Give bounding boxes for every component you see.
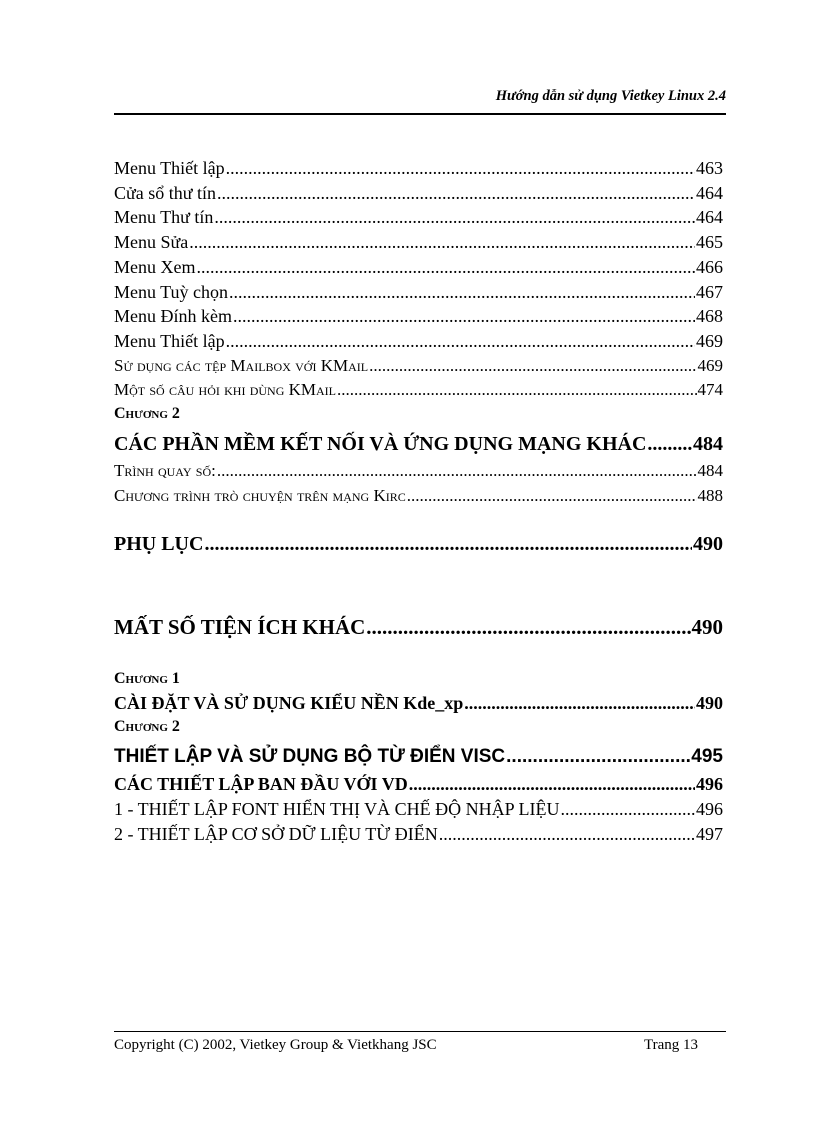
toc-leader-dots [233, 306, 695, 327]
toc-entry[interactable] [114, 183, 723, 204]
toc-entry-page: 468 [696, 306, 723, 326]
toc-entry-title: Menu Thiết lập [114, 158, 225, 178]
toc-entry-page: 484 [697, 461, 723, 480]
toc-entry-title: MẤT SỐ TIỆN ÍCH KHÁC [114, 615, 366, 639]
toc-leader-dots [464, 693, 695, 714]
toc-entry-title: Menu Thiết lập [114, 331, 225, 351]
toc-entry-title: Menu Sửa [114, 232, 189, 252]
toc-leader-dots [647, 433, 692, 456]
running-header: Hướng dẫn sử dụng Vietkey Linux 2.4 [495, 88, 726, 104]
footer-rule [114, 1031, 726, 1032]
toc-entry-page: 497 [696, 824, 723, 844]
toc-entry-title: Chương trình trò chuyện trên mạng Kirc [114, 486, 406, 505]
toc-leader-dots [439, 824, 695, 845]
toc-section-entry[interactable] [114, 356, 723, 376]
toc-entry-page: 465 [696, 232, 723, 252]
toc-entry-page: 490 [693, 533, 723, 555]
toc-entry-page: 463 [696, 158, 723, 178]
toc-entry-title: CÁC THIẾT LẬP BAN ĐẦU VỚI VD [114, 774, 408, 794]
toc-leader-dots [506, 746, 690, 768]
toc-entry[interactable] [114, 257, 723, 278]
toc-entry-title: CÀI ĐẶT VÀ SỬ DỤNG KIỂU NỀN Kde_xp [114, 693, 464, 713]
toc-entry-title: Menu Đính kèm [114, 306, 232, 326]
toc-entry[interactable] [114, 331, 723, 352]
toc-section-entry[interactable] [114, 824, 723, 845]
toc-leader-dots [214, 207, 695, 228]
toc-section-entry[interactable] [114, 380, 723, 400]
toc-entry-page: 464 [696, 183, 723, 203]
toc-leader-dots [560, 799, 695, 820]
toc-leader-dots [217, 461, 697, 481]
toc-chapter-entry[interactable] [114, 746, 723, 768]
toc-entry-page: 495 [691, 746, 723, 767]
toc-entry-page: 466 [696, 257, 723, 277]
chapter-label: Chương 2 [114, 718, 180, 735]
toc-entry-title: Một số câu hỏi khi dùng KMail [114, 380, 336, 399]
toc-entry[interactable] [114, 306, 723, 327]
toc-entry-title: 2 - THIẾT LẬP CƠ SỞ DỮ LIỆU TỪ ĐIỂN [114, 824, 438, 844]
toc-entry-page: 488 [697, 486, 723, 505]
toc-section-entry[interactable] [114, 486, 723, 506]
toc-entry-page: 484 [693, 433, 723, 455]
toc-leader-dots [369, 356, 696, 376]
toc-entry-title: 1 - THIẾT LẬP FONT HIỂN THỊ VÀ CHẾ ĐỘ NHẬP LIỆU [114, 799, 560, 819]
toc-entry-page: 496 [696, 774, 723, 794]
chapter-label: Chương 1 [114, 670, 180, 687]
toc-entry-title: Menu Thư tín [114, 207, 214, 227]
toc-leader-dots [366, 615, 690, 640]
toc-entry-page: 467 [696, 282, 723, 302]
toc-leader-dots [409, 774, 695, 795]
toc-entry-page: 490 [696, 693, 723, 713]
toc-section-entry[interactable] [114, 799, 723, 820]
toc-entry-title: Menu Tuỳ chọn [114, 282, 229, 302]
toc-entry-page: 464 [696, 207, 723, 227]
toc-entry-title: Sử dụng các tệp Mailbox với KMail [114, 356, 369, 375]
toc-entry-page: 469 [697, 356, 723, 375]
toc-entry-title: CÁC PHẦN MỀM KẾT NỐI VÀ ỨNG DỤNG MẠNG KHÁC [114, 433, 647, 455]
toc-leader-dots [226, 331, 695, 352]
toc-entry[interactable] [114, 158, 723, 179]
toc-entry-page: 469 [696, 331, 723, 351]
toc-part-entry[interactable] [114, 615, 723, 640]
toc-leader-dots [204, 533, 692, 556]
toc-leader-dots [226, 158, 695, 179]
toc-entry-page: 474 [697, 380, 723, 399]
toc-entry-title: THIẾT LẬP VÀ SỬ DỤNG BỘ TỪ ĐIỂN VISC [114, 746, 506, 767]
toc-leader-dots [337, 380, 697, 400]
toc-entry-title: PHỤ LỤC [114, 533, 204, 555]
toc-entry-page: 496 [696, 799, 723, 819]
toc-leader-dots [229, 282, 695, 303]
toc-part-entry[interactable] [114, 533, 723, 556]
footer-copyright: Copyright (C) 2002, Vietkey Group & Vietkhang JSC [114, 1037, 437, 1053]
toc-leader-dots [217, 183, 695, 204]
toc-entry[interactable] [114, 232, 723, 253]
header-rule [114, 113, 726, 115]
toc-chapter-entry[interactable] [114, 433, 723, 456]
toc-section-entry[interactable] [114, 774, 723, 795]
toc-leader-dots [407, 486, 697, 506]
toc-entry-title: Trình quay số: [114, 461, 216, 480]
toc-leader-dots [196, 257, 695, 278]
toc-leader-dots [189, 232, 695, 253]
chapter-label: Chương 2 [114, 405, 180, 422]
footer-page-number: Trang 13 [644, 1037, 699, 1053]
toc-entry-page: 490 [691, 615, 723, 639]
toc-entry[interactable] [114, 282, 723, 303]
toc-section-entry[interactable] [114, 461, 723, 481]
toc-entry-title: Cửa sổ thư tín [114, 183, 217, 203]
toc-entry[interactable] [114, 207, 723, 228]
toc-entry-title: Menu Xem [114, 257, 196, 277]
toc-chapter-entry[interactable] [114, 693, 723, 714]
